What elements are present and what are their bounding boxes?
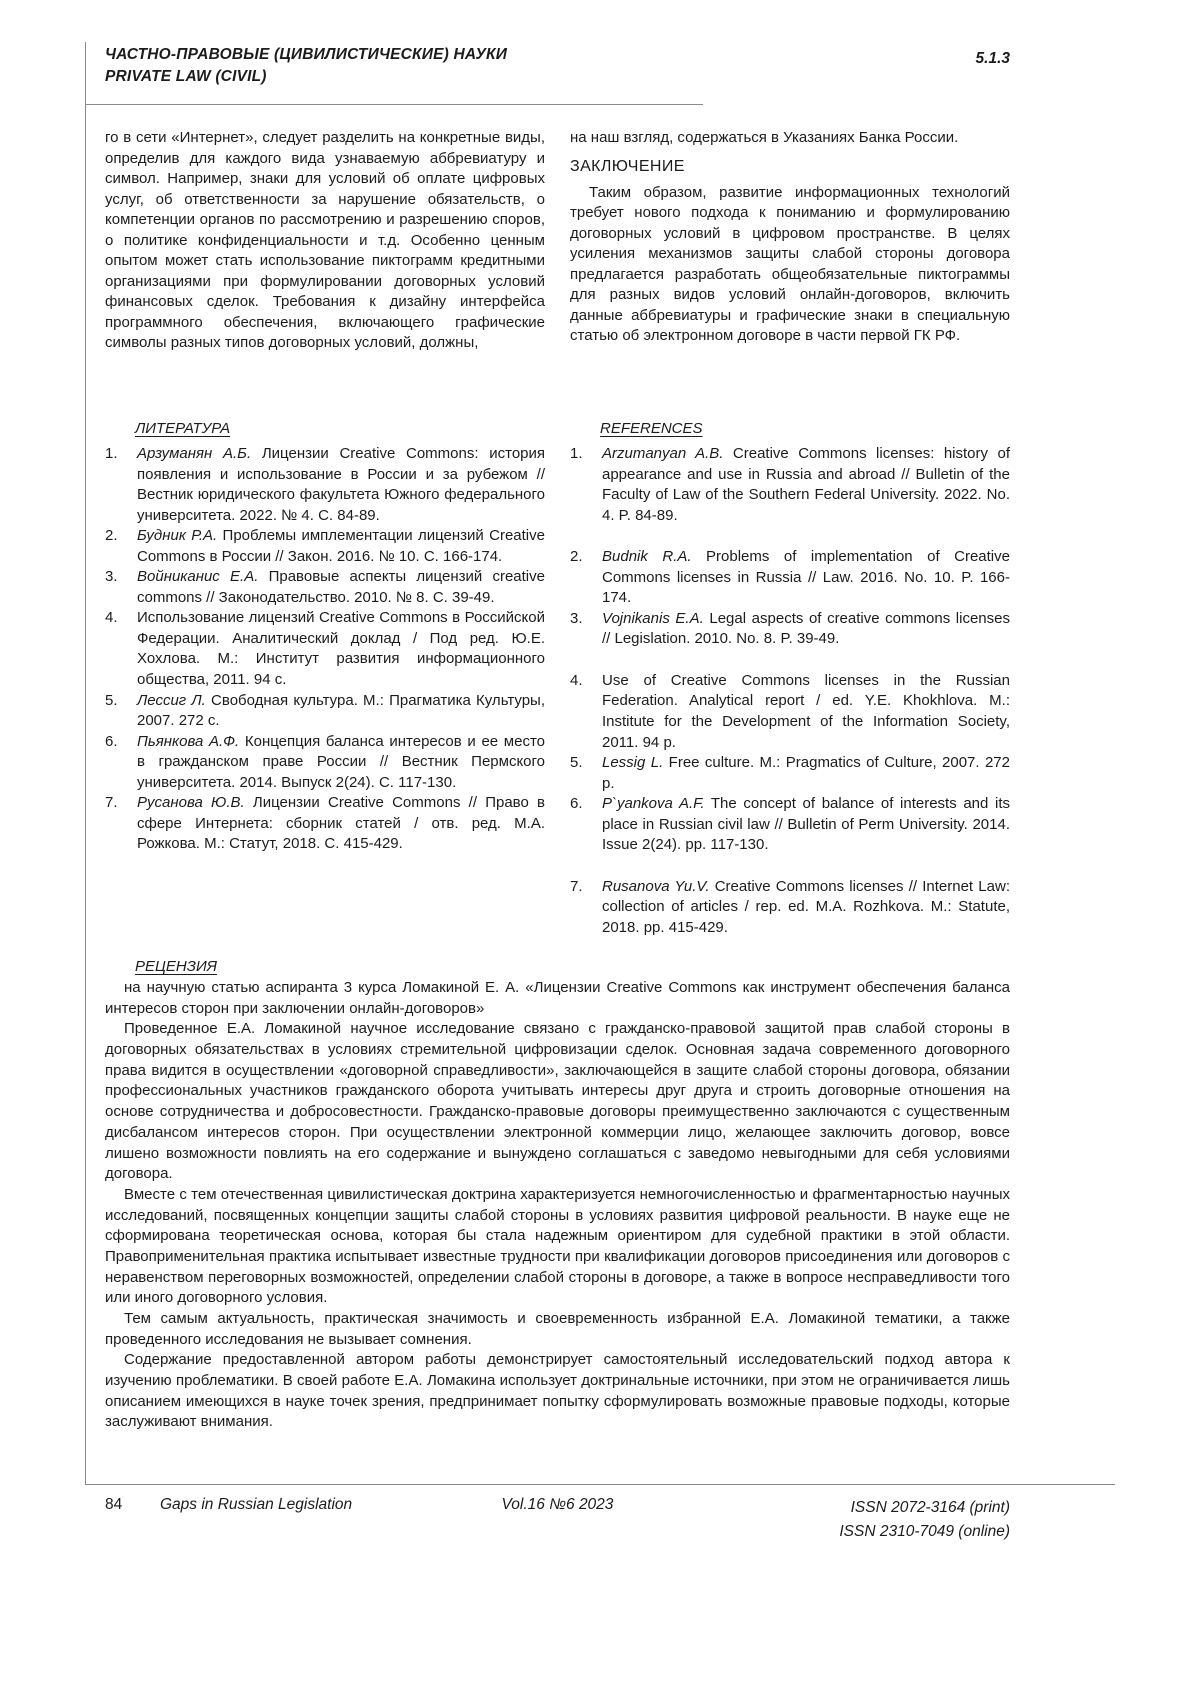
item-text: Лицензии Creative Commons: история появления и использование в России и за рубежом // Вестник юридического факультета Южного федерального университета. 2022. № 4. С. 84-89.	[137, 445, 546, 524]
article-body	[105, 128, 1010, 354]
right-column-lead: на наш взгляд, содержаться в Указаниях Банка России.	[570, 129, 959, 146]
reference-item	[570, 609, 1010, 650]
references-column	[570, 420, 1010, 938]
reference-item	[570, 444, 1010, 526]
reference-item	[570, 794, 1010, 856]
item-author: Войниканис Е.А.	[137, 568, 259, 586]
item-text: Free culture. M.: Pragmatics of Culture, 2007. 272 p.	[602, 754, 1010, 792]
item-body	[137, 526, 545, 567]
running-head	[105, 44, 507, 89]
item-text: Свободная культура. М.: Прагматика Культуры, 2007. 272 с.	[137, 691, 545, 730]
conclusion-text: Таким образом, развитие информационных технологий требует нового подхода к пониманию и формулированию договорных условий в цифровом пространстве. В целях усиления механизмов защиты слабой стороны договора предлагается разработать общеобязательные пиктограммы для разных видов условий онлайн-договоров, включить данные аббревиатуры и графические знаки в специальную статью об электронном договоре в части первой ГК РФ.	[570, 183, 1010, 345]
footer-divider-rule	[85, 1484, 1115, 1485]
volume-info: Vol.16 №6 2023	[501, 1496, 614, 1513]
left-column-text: го в сети «Интернет», следует разделить на конкретные виды, определив для каждого вида узнаваемую аббревиатуру и символ. Например, знаки для условий об оплате цифровых услуг, об ответственности за нарушение обязательств, о компетенции органов по рассмотрению и разрешению споров, о политике конфиденциальности и т.д. Особенно ценным опытом может стать использование пиктограмм кредитными организациями при формулировании договорных условий финансовых сделок. Требования к дизайну интерфейса программного обеспечения, включающего графические символы разных типов договорных условий, должны,	[105, 129, 545, 352]
reference-item	[570, 753, 1010, 794]
header-divider-rule	[85, 104, 703, 105]
item-number: 4.	[570, 671, 583, 689]
item-body	[602, 671, 1010, 753]
review-subtitle: на научную статью аспиранта 3 курса Ломакиной Е. А. «Лицензии Creative Commons как инструмент обеспечения баланса интересов сторон при заключении онлайн-договоров»	[105, 979, 1010, 1017]
item-number: 2.	[105, 527, 118, 545]
references-heading: REFERENCES	[600, 420, 703, 437]
item-author: Арзуманян А.Б.	[137, 445, 252, 462]
item-text: Концепция баланса интересов и ее место в гражданском праве России // Вестник Пермского университета. 2014. Выпуск 2(24). С. 117-130.	[137, 732, 545, 791]
item-text: Problems of implementation of Creative Commons licenses in Russia // Law. 2016. No. 10. P. 166-174.	[602, 548, 1010, 607]
item-body	[602, 547, 1010, 609]
left-margin-rule	[85, 42, 86, 1484]
item-body	[137, 608, 545, 690]
item-body	[137, 691, 545, 732]
item-number: 6.	[570, 795, 583, 813]
page-number: 84	[105, 1496, 123, 1513]
item-text: The concept of balance of interests and its place in Russian civil law // Bulletin of Perm University. 2014. Issue 2(24). pp. 117-130.	[602, 795, 1010, 854]
item-text: Use of Creative Commons licenses in the Russian Federation. Analytical report / ed. Y.E. Khokhlova. M.: Institute for the Development of the Information Society, 2011. 94 p.	[602, 671, 1010, 751]
conclusion-heading: ЗАКЛЮЧЕНИЕ	[570, 157, 685, 175]
review-paragraph: Проведенное Е.А. Ломакиной научное исследование связано с гражданско-правовой защитой прав слабой стороны в договорных обязательствах в условиях стремительной цифровизации сделок. Основная задача современного договорного права видится в осуществлении «договорной справедливости», заключающейся в защите слабой стороны договора, обязании профессиональных участников гражданского оборота учитывать интересы друг друга и строить договорные отношения на основе сотрудничества и добросовестности. Гражданско-правовые договоры преимущественно заключаются с существенным дисбалансом интересов сторон. При осуществлении электронной коммерции лицо, желающее заключить договор, вовсе лишено возможности повлиять на его содержание и вынуждено соглашаться с заведомо невыгодными для себя условиями договора.	[105, 1020, 1010, 1183]
item-number: 7.	[105, 794, 118, 812]
reference-item	[570, 671, 1010, 753]
item-text: Использование лицензий Creative Commons в Российской Федерации. Аналитический доклад / Под ред. Ю.Е. Хохлова. М.: Институт развития информационного общества, 2011. 94 с.	[137, 609, 545, 689]
literature-item	[105, 526, 545, 567]
literature-item	[105, 444, 545, 526]
item-text: Проблемы имплементации лицензий Creative Commons в России // Закон. 2016. № 10. С. 166-174.	[137, 527, 545, 565]
item-text: Creative Commons licenses // Internet Law: collection of articles / rep. ed. M.A. Rozhkova. M.: Statute, 2018. pp. 415-429.	[602, 877, 1010, 936]
page-header	[105, 44, 1010, 89]
item-text: Лицензии Creative Commons // Право в сфере Интернета: сборник статей / отв. ред. М.А. Рожкова. М.: Статут, 2018. С. 415-429.	[137, 794, 545, 853]
item-number: 1.	[570, 445, 583, 462]
issn-print: ISSN 2072-3164 (print)	[850, 1499, 1010, 1516]
section-title-ru: ЧАСТНО-ПРАВОВЫЕ (ЦИВИЛИСТИЧЕСКИЕ) НАУКИ	[105, 46, 508, 63]
item-number: 6.	[105, 732, 118, 750]
item-body	[137, 732, 545, 794]
item-number: 5.	[570, 754, 583, 772]
literature-column	[105, 420, 545, 938]
item-body	[137, 567, 545, 608]
reference-item	[570, 877, 1010, 939]
reference-item	[570, 547, 1010, 609]
review-section	[105, 958, 1010, 1433]
item-body	[602, 753, 1010, 794]
item-body	[137, 444, 545, 526]
item-text: Legal aspects of creative commons licenses // Legislation. 2010. No. 8. P. 39-49.	[602, 609, 1010, 648]
item-number: 4.	[105, 609, 118, 627]
item-author: Lessig L.	[602, 754, 664, 772]
review-paragraph: Тем самым актуальность, практическая значимость и своевременность избранной Е.А. Ломакиной тематики, а также проведенного исследования не вызывает сомнения.	[105, 1310, 1010, 1348]
item-author: Пьянкова А.Ф.	[137, 732, 240, 750]
section-title-en: PRIVATE LAW (CIVIL)	[105, 68, 267, 86]
item-number: 1.	[105, 445, 118, 462]
issn-online: ISSN 2310-7049 (online)	[839, 1523, 1010, 1541]
bibliography-section	[105, 420, 1010, 938]
item-text: Creative Commons licenses: history of appearance and use in Russia and abroad // Bulletin of the Faculty of Law of the Southern Federal University. 2022. No. 4. P. 84-89.	[602, 445, 1010, 524]
item-number: 3.	[105, 568, 118, 586]
literature-list	[105, 444, 545, 855]
item-body	[602, 609, 1010, 650]
references-list	[570, 444, 1010, 938]
item-author: Rusanova Yu.V.	[602, 877, 710, 895]
item-text: Правовые аспекты лицензий creative commons // Законодательство. 2010. № 8. С. 39-49.	[137, 568, 545, 606]
item-author: Русанова Ю.В.	[137, 794, 245, 812]
review-paragraph: Содержание предоставленной автором работы демонстрирует самостоятельный исследовательский подход автора к изучению проблематики. В своей работе Е.А. Ломакина использует доктринальные источники, при этом не ограничивается лишь описанием имеющихся в науке точек зрения, предпринимает попытку сформулировать возможные правовые подходы, которые заслуживают внимания.	[105, 1351, 1010, 1431]
literature-item	[105, 567, 545, 608]
issn-block	[691, 1496, 1010, 1544]
page-footer	[105, 1496, 1010, 1544]
item-body	[602, 444, 1010, 526]
item-number: 5.	[105, 691, 118, 709]
item-body	[602, 794, 1010, 856]
item-number: 7.	[570, 877, 583, 895]
item-author: Лессиг Л.	[137, 691, 206, 709]
item-number: 3.	[570, 609, 583, 627]
review-heading: РЕЦЕНЗИЯ	[135, 958, 217, 975]
item-author: Будник Р.А.	[137, 527, 218, 545]
literature-item	[105, 608, 545, 690]
item-author: P`yankova A.F.	[602, 795, 705, 813]
literature-item	[105, 732, 545, 794]
footer-left	[105, 1496, 424, 1544]
article-left-column	[105, 128, 545, 354]
specialty-code: 5.1.3	[975, 50, 1010, 67]
literature-heading: ЛИТЕРАТУРА	[135, 420, 231, 437]
review-paragraph: Вместе с тем отечественная цивилистическая доктрина характеризуется немногочисленностью и фрагментарностью научных исследований, посвященных концепции защиты слабой стороны в условиях развития цифровой реальности. В науке еще не сформирована теоретическая основа, которая бы стала надежным ориентиром для судебной практики в этой области. Правоприменительная практика испытывает известные трудности при квалификации договоров присоединения или договоров с неравенством переговорных возможностей, определении слабой стороны в договоре, а также в вопросе несправедливости того или иного договорного условия.	[105, 1185, 1010, 1307]
item-author: Arzumanyan A.B.	[602, 445, 724, 462]
item-author: Vojnikanis E.A.	[602, 609, 704, 627]
item-body	[137, 793, 545, 855]
item-number: 2.	[570, 548, 583, 566]
article-right-column	[570, 128, 1010, 354]
literature-item	[105, 691, 545, 732]
item-body	[602, 877, 1010, 939]
journal-title: Gaps in Russian Legislation	[160, 1496, 353, 1513]
item-author: Budnik R.A.	[602, 548, 692, 566]
literature-item	[105, 793, 545, 855]
